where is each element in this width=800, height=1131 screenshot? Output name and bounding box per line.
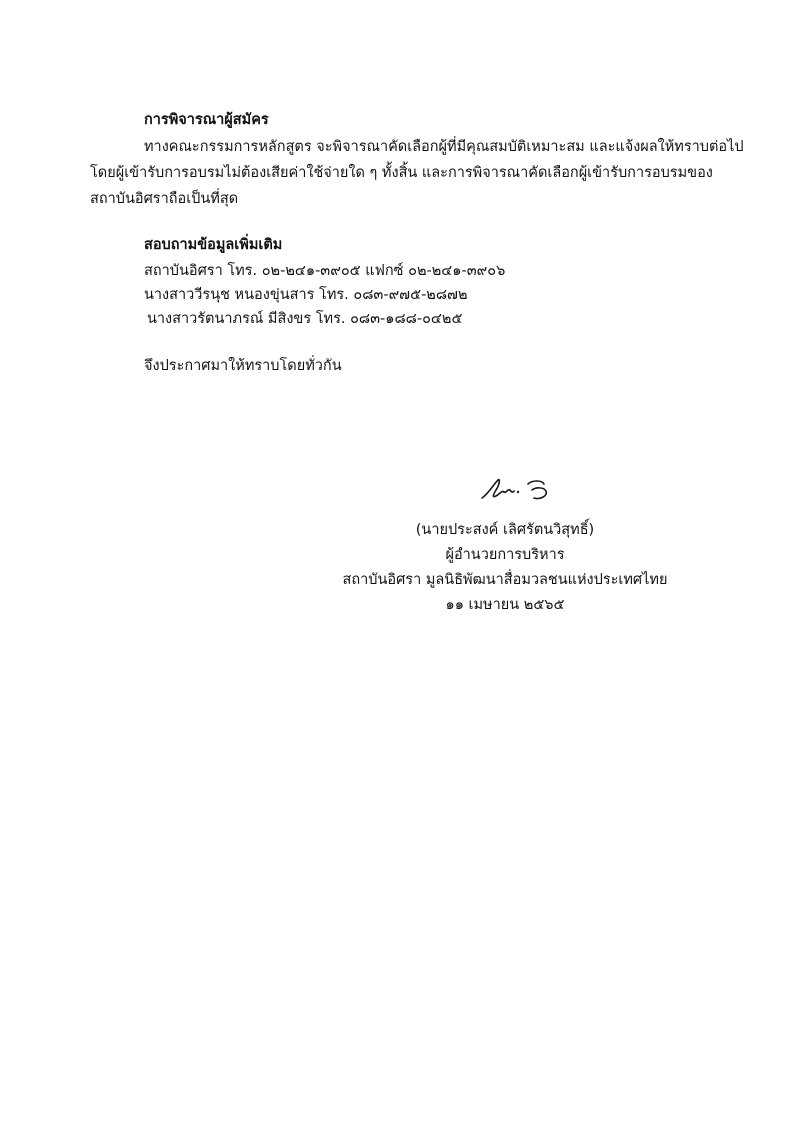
inquiry-contact-1: นางสาววีรนุช หนองขุ่นสาร โทร. ๐๘๓-๙๗๕-๒๘๗๒ xyxy=(144,287,468,303)
inquiry-institute-phone: สถาบันอิศรา โทร. ๐๒-๒๔๑-๓๙๐๕ แฟกซ์ ๐๒-๒๔๑-๓๙๐๖ xyxy=(144,263,506,279)
signatory-organization: สถาบันอิศรา มูลนิธิพัฒนาสื่อมวลชนแห่งประเทศไทย xyxy=(342,572,668,588)
signatory-position: ผู้อำนวยการบริหาร xyxy=(445,547,565,563)
consideration-paragraph-line-3: สถาบันอิศราถือเป็นที่สุด xyxy=(90,191,239,207)
inquiry-contact-2: นางสาวรัตนาภรณ์ มีสิงขร โทร. ๐๘๓-๑๘๘-๐๔๒๕ xyxy=(147,311,463,327)
signatory-name: (นายประสงค์ เลิศรัตนวิสุทธิ์) xyxy=(415,522,595,538)
consideration-paragraph-line-2: โดยผู้เข้ารับการอบรมไม่ต้องเสียค่าใช้จ่ายใด ๆ ทั้งสิ้น และการพิจารณาคัดเลือกผู้เข้ารับการอบรมของ xyxy=(90,165,713,181)
document-date: ๑๑ เมษายน ๒๕๖๕ xyxy=(445,597,565,613)
closing-statement: จึงประกาศมาให้ทราบโดยทั่วกัน xyxy=(144,358,342,374)
inquiry-heading: สอบถามข้อมูลเพิ่มเติม xyxy=(144,237,283,253)
consideration-paragraph-line-1: ทางคณะกรรมการหลักสูตร จะพิจารณาคัดเลือกผู้ที่มีคุณสมบัติเหมาะสม และแจ้งผลให้ทราบต่อไป xyxy=(144,139,744,155)
consideration-heading: การพิจารณาผู้สมัคร xyxy=(144,112,269,128)
handwritten-signature xyxy=(480,474,560,506)
